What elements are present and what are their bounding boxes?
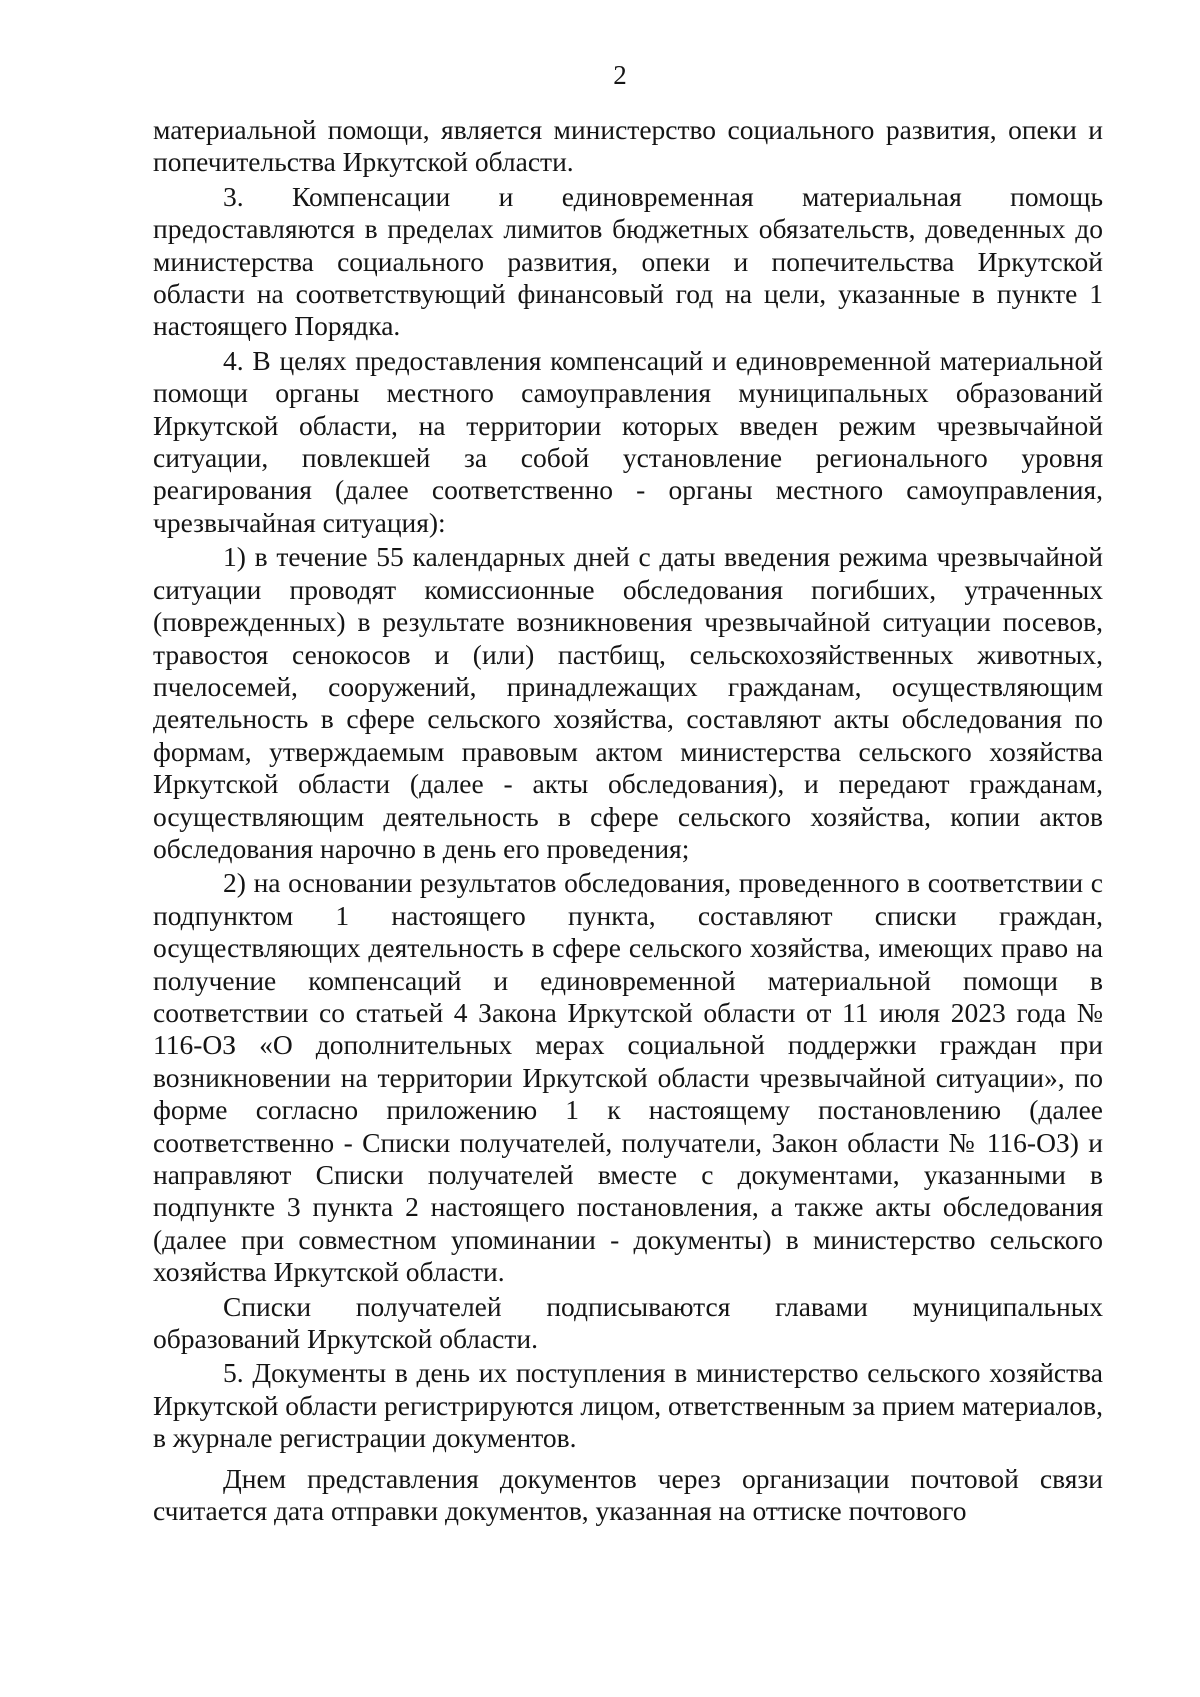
paragraph-item-5: 5. Документы в день их поступления в министерство сельского хозяйства Иркутской области регистрируются лицом, ответственным за прием материалов, в журнале регистрации документов. <box>153 1357 1103 1454</box>
paragraph-subitem-2: 2) на основании результатов обследования, проведенного в соответствии с подпунктом 1 настоящего пункта, составляют списки граждан, осуществляющих деятельность в сфере сельского хозяйства, имеющих право на получение компенсаций и единовременной материальной помощи в соответствии со статьей 4 Закона Иркутской области от 11 июля 2023 года № 116-ОЗ «О дополнительных мерах социальной поддержки граждан при возникновении на территории Иркутской области чрезвычайной ситуации», по форме согласно приложению 1 к настоящему постановлению (далее соответственно - Списки получателей, получатели, Закон области № 116-ОЗ) и направляют Списки получателей вместе с документами, указанными в подпункте 3 пункта 2 настоящего постановления, а также акты обследования (далее при совместном упоминании - документы) в министерство сельского хозяйства Иркутской области. <box>153 867 1103 1288</box>
paragraph-continuation: материальной помощи, является министерство социального развития, опеки и попечительства Иркутской области. <box>153 114 1103 178</box>
paragraph-signing-note: Списки получателей подписываются главами муниципальных образований Иркутской области. <box>153 1290 1103 1355</box>
paragraph-subitem-1: 1) в течение 55 календарных дней с даты введения режима чрезвычайной ситуации проводят комиссионные обследования погибших, утраченных (поврежденных) в результате возникновения чрезвычайной ситуации посевов, травостоя сенокосов и (или) пастбищ, сельскохозяйственных животных, пчелосемей, сооружений, принадлежащих гражданам, осуществляющим деятельность в сфере сельского хозяйства, составляют акты обследования по формам, утверждаемым правовым актом министерства сельского хозяйства Иркутской области (далее - акты обследования), и передают гражданам, осуществляющим деятельность в сфере сельского хозяйства, копии актов обследования нарочно в день его проведения; <box>153 541 1103 864</box>
paragraph-item-3: 3. Компенсации и единовременная материальная помощь предоставляются в пределах лимитов бюджетных обязательств, доведенных до министерства социального развития, опеки и попечительства Иркутской области на соответствующий финансовый год на цели, указанные в пункте 1 настоящего Порядка. <box>153 180 1103 342</box>
document-body <box>153 114 1103 1527</box>
paragraph-item-4: 4. В целях предоставления компенсаций и единовременной материальной помощи органы местного самоуправления муниципальных образований Иркутской области, на территории которых введен режим чрезвычайной ситуации, повлекшей за собой установление регионального уровня реагирования (далее соответственно - органы местного самоуправления, чрезвычайная ситуация): <box>153 344 1103 538</box>
paragraph-postal-date: Днем представления документов через организации почтовой связи считается дата отправки документов, указанная на оттиске почтового <box>153 1462 1103 1527</box>
page-number: 2 <box>613 60 627 90</box>
